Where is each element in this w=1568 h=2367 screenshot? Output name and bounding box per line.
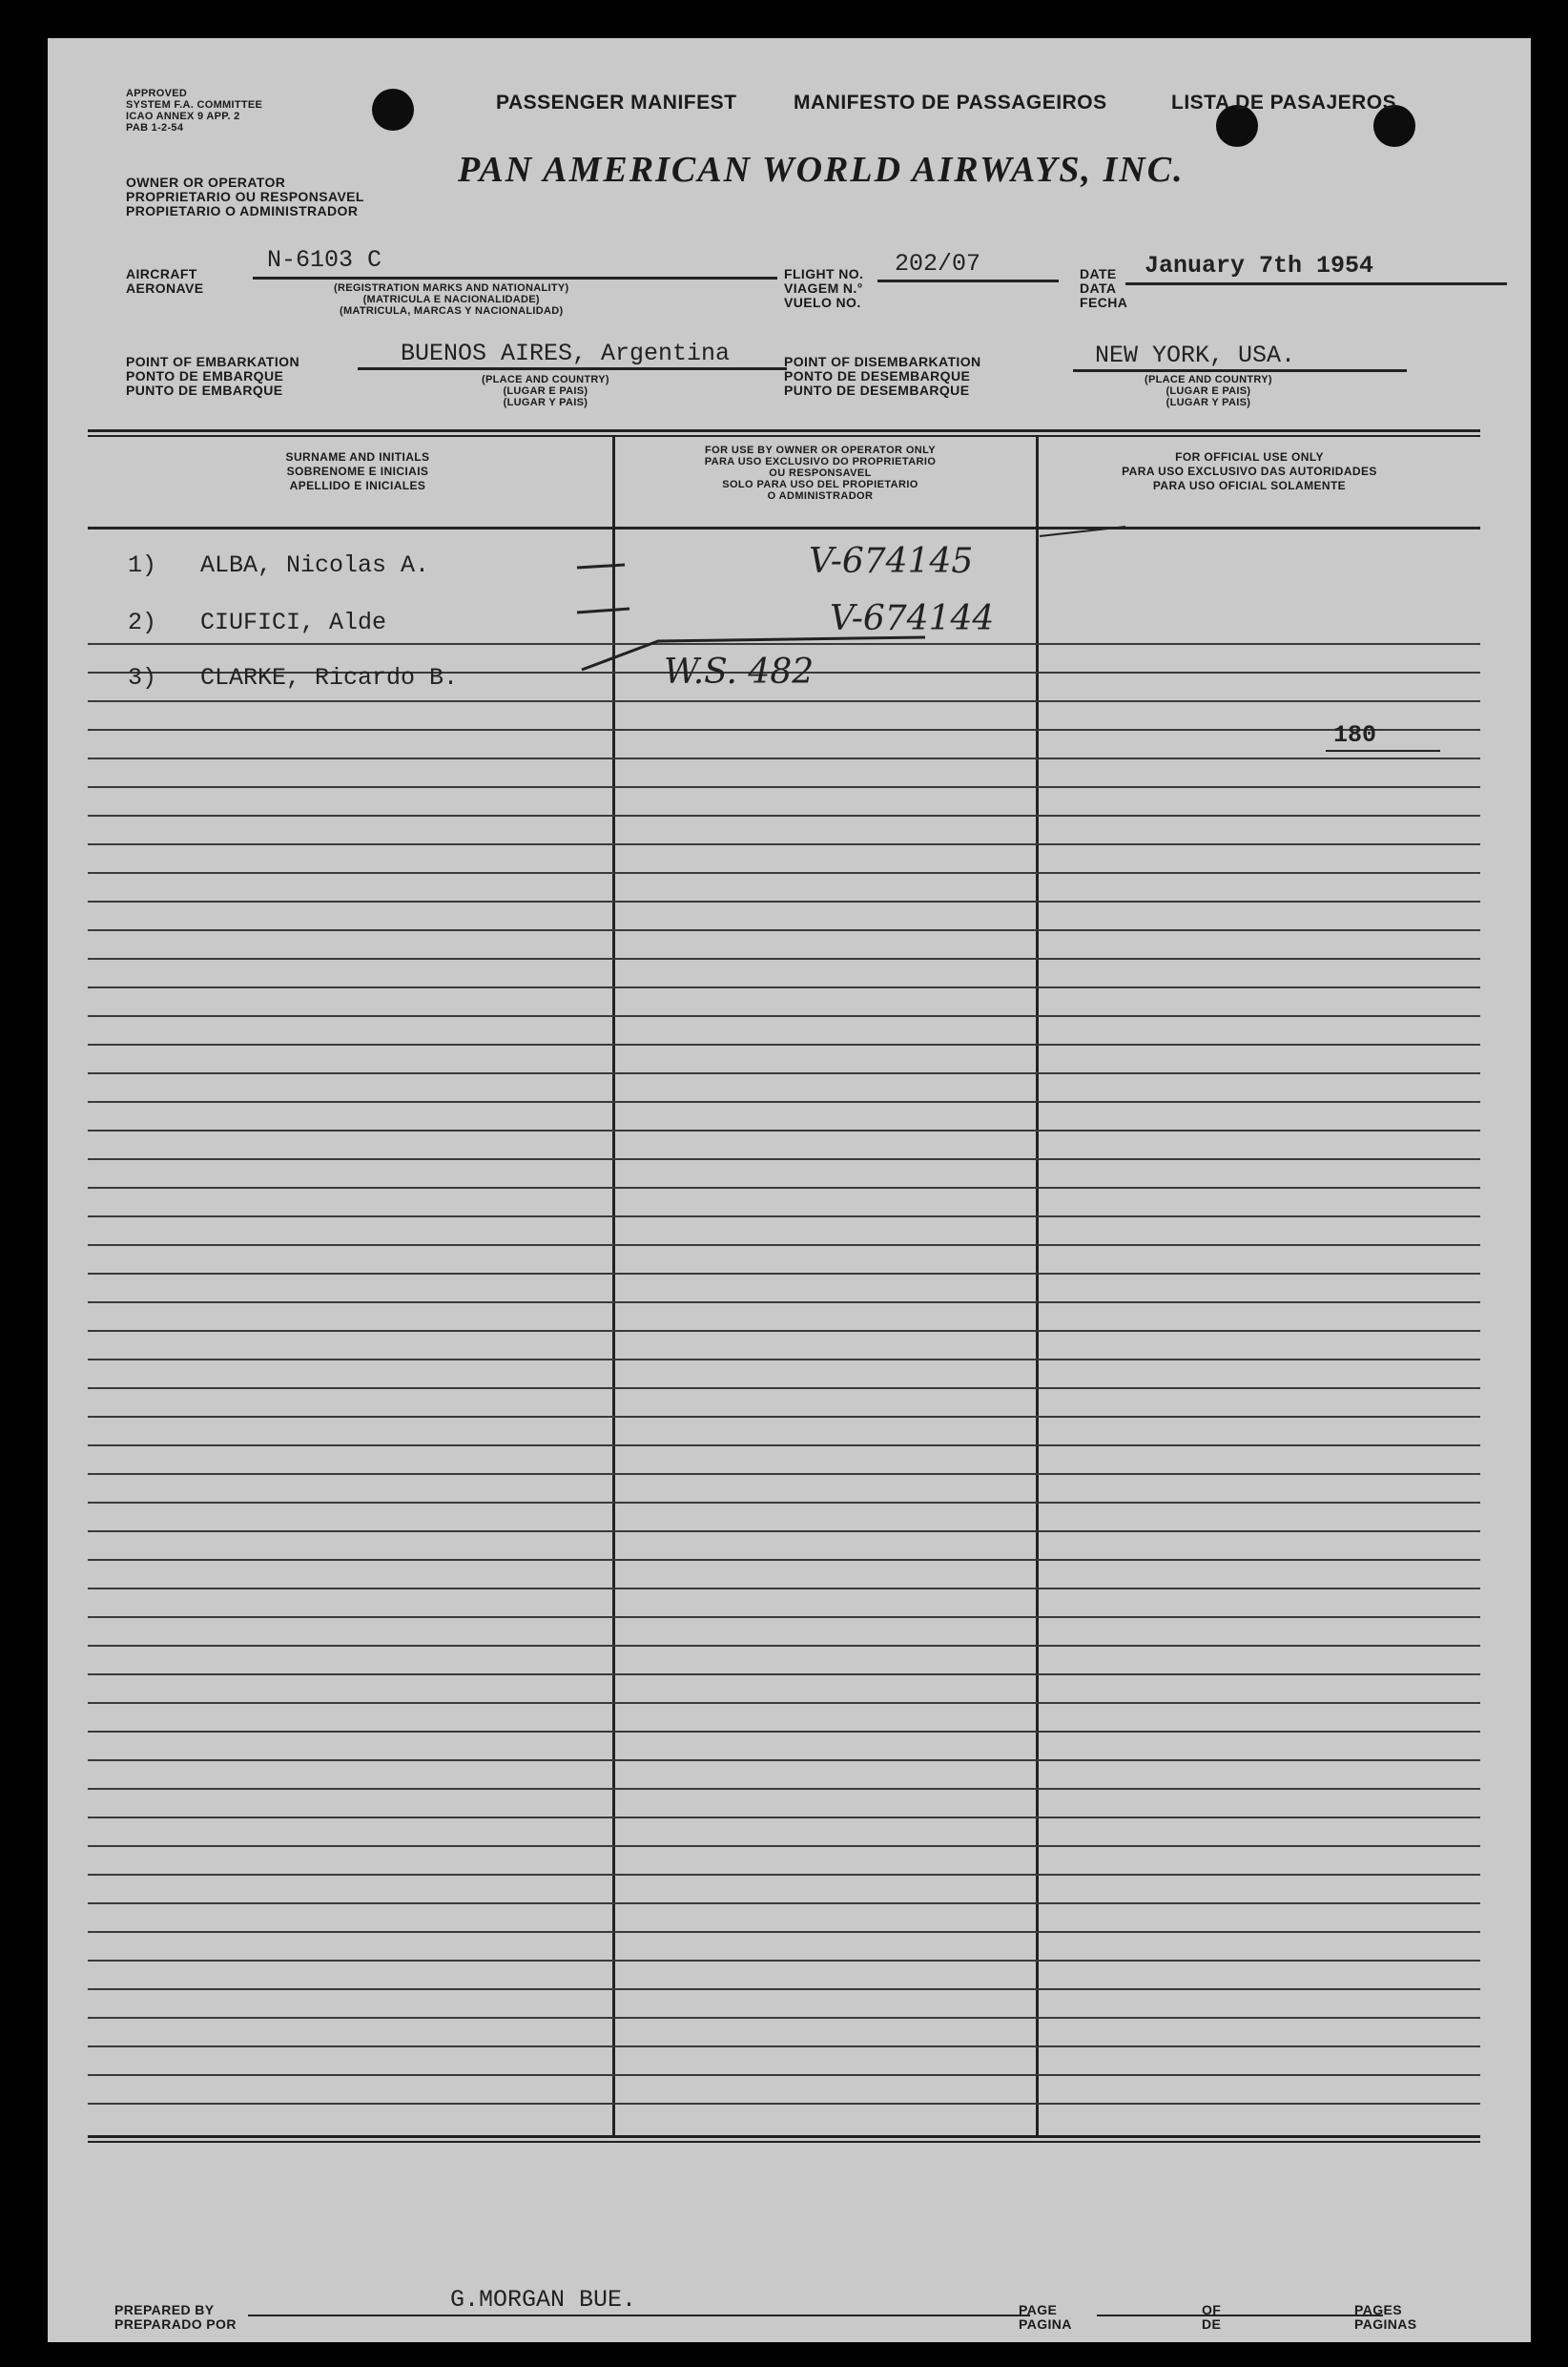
manifest-sheet (48, 38, 1531, 2342)
ruled-line (88, 2074, 1480, 2076)
ruled-line (88, 758, 1480, 759)
passenger-name: ALBA, Nicolas A. (200, 551, 430, 579)
disembarkation-label: POINT OF DISEMBARKATION PONTO DE DESEMBARQUE PUNTO DE DESEMBARQUE (784, 354, 981, 398)
ruled-line (88, 1444, 1480, 1446)
ruled-line (88, 1416, 1480, 1418)
prepared-by-label: PREPARED BY PREPARADO POR (114, 2302, 237, 2332)
ruled-line (88, 1788, 1480, 1790)
ruled-line (88, 1988, 1480, 1990)
ruled-line (88, 1731, 1480, 1733)
ruled-line (88, 1044, 1480, 1046)
ruled-line (88, 1502, 1480, 1504)
ruled-line (88, 1931, 1480, 1933)
form-id-line: ICAO ANNEX 9 APP. 2 (126, 111, 240, 122)
title-portuguese: MANIFESTO DE PASSAGEIROS (794, 92, 1107, 114)
embarkation-label: POINT OF EMBARKATION PONTO DE EMBARQUE PUNTO DE EMBARQUE (126, 354, 299, 398)
title-spanish: LISTA DE PASAJEROS (1171, 92, 1397, 114)
ruled-line (88, 872, 1480, 874)
ruled-line (88, 986, 1480, 988)
passenger-name: CLARKE, Ricardo B. (200, 664, 459, 692)
ruled-line (88, 1960, 1480, 1962)
ruled-line (88, 2045, 1480, 2047)
passenger-number: 3) (128, 664, 157, 692)
ruled-line (88, 1158, 1480, 1160)
aircraft-caption: (REGISTRATION MARKS AND NATIONALITY) (MATRICULA E NACIONALIDADE) (MATRICULA, MARCAS Y NACIONALIDAD) (334, 282, 569, 317)
ruled-line (88, 2103, 1480, 2105)
of-label: OF DE (1202, 2302, 1222, 2332)
ruled-line (88, 843, 1480, 845)
passenger-number: 2) (128, 609, 157, 636)
ruled-line (88, 1874, 1480, 1876)
column-header-official-use: FOR OFFICIAL USE ONLY PARA USO EXCLUSIVO DAS AUTORIDADES PARA USO OFICIAL SOLAMENTE (1122, 450, 1377, 492)
ruled-line (88, 1845, 1480, 1847)
ruled-line (88, 1387, 1480, 1389)
passenger-note: V-674145 (809, 542, 974, 581)
ruled-line (88, 1673, 1480, 1675)
ruled-line (88, 1215, 1480, 1217)
official-note: 180 (1333, 721, 1377, 749)
disembarkation-caption: (PLACE AND COUNTRY) (LUGAR E PAIS) (LUGAR Y PAIS) (1145, 374, 1272, 408)
ruled-line (88, 1588, 1480, 1589)
ruled-line (88, 1559, 1480, 1561)
disembarkation-value: NEW YORK, USA. (1095, 342, 1296, 369)
ruled-line (88, 2017, 1480, 2019)
embarkation-value: BUENOS AIRES, Argentina (401, 340, 731, 367)
form-id-line: APPROVED (126, 88, 188, 99)
ruled-line (88, 1645, 1480, 1647)
table-bottom-rule (88, 2135, 1480, 2138)
pen-tick-marks (48, 38, 1531, 725)
page-label: PAGE PAGINA (1019, 2302, 1072, 2332)
flight-label: FLIGHT NO. VIAGEM N.° VUELO NO. (784, 266, 864, 310)
aircraft-value: N-6103 C (267, 246, 382, 274)
ruled-line (88, 786, 1480, 788)
flight-value: 202/07 (895, 250, 981, 278)
ruled-line (88, 1616, 1480, 1618)
owner-name: PAN AMERICAN WORLD AIRWAYS, INC. (458, 150, 1185, 190)
date-label: DATE DATA FECHA (1080, 266, 1128, 310)
embarkation-caption: (PLACE AND COUNTRY) (LUGAR E PAIS) (LUGAR Y PAIS) (482, 374, 609, 408)
owner-label: OWNER OR OPERATOR PROPRIETARIO OU RESPONSAVEL PROPIETARIO O ADMINISTRADOR (126, 175, 364, 218)
ruled-line (88, 815, 1480, 817)
date-value: January 7th 1954 (1145, 252, 1374, 280)
ruled-line (88, 1244, 1480, 1246)
ruled-line (88, 1101, 1480, 1103)
ruled-line (88, 1817, 1480, 1818)
ruled-line (88, 1301, 1480, 1303)
column-header-owner-use: FOR USE BY OWNER OR OPERATOR ONLY PARA USO EXCLUSIVO DO PROPRIETARIO OU RESPONSAVEL SOLO PARA USO DEL PROPIETARIO O ADMINISTRADOR (704, 445, 937, 502)
passenger-note: V-674144 (830, 599, 995, 638)
ruled-line (88, 1015, 1480, 1017)
ruled-line (88, 1530, 1480, 1532)
title-english: PASSENGER MANIFEST (496, 92, 737, 114)
aircraft-label: AIRCRAFT AERONAVE (126, 266, 204, 296)
ruled-line (88, 1330, 1480, 1332)
ruled-line (88, 1072, 1480, 1074)
prepared-by-value: G.MORGAN BUE. (450, 2286, 637, 2314)
ruled-line (88, 1902, 1480, 1904)
ruled-line (88, 929, 1480, 931)
ruled-line (88, 901, 1480, 903)
prepared-by-underline (248, 2315, 1030, 2316)
ruled-line (88, 1759, 1480, 1761)
form-id-line: PAB 1-2-54 (126, 122, 184, 134)
ruled-line (88, 1359, 1480, 1360)
passenger-note: W.S. 482 (664, 653, 815, 692)
ruled-line (88, 1702, 1480, 1704)
table-bottom-rule-2 (88, 2141, 1480, 2143)
passenger-number: 1) (128, 551, 157, 579)
pages-label: PAGES PAGINAS (1354, 2302, 1417, 2332)
ruled-line (88, 958, 1480, 960)
ruled-line (88, 1130, 1480, 1132)
column-header-names: SURNAME AND INITIALS SOBRENOME E INICIAIS APELLIDO E INICIALES (285, 450, 430, 492)
ruled-line (88, 729, 1480, 731)
ruled-line (88, 1187, 1480, 1189)
official-note-underline (1326, 750, 1440, 752)
ruled-line (88, 1473, 1480, 1475)
passenger-name: CIUFICI, Alde (200, 609, 387, 636)
ruled-line (88, 1273, 1480, 1275)
form-id-line: SYSTEM F.A. COMMITTEE (126, 99, 263, 111)
